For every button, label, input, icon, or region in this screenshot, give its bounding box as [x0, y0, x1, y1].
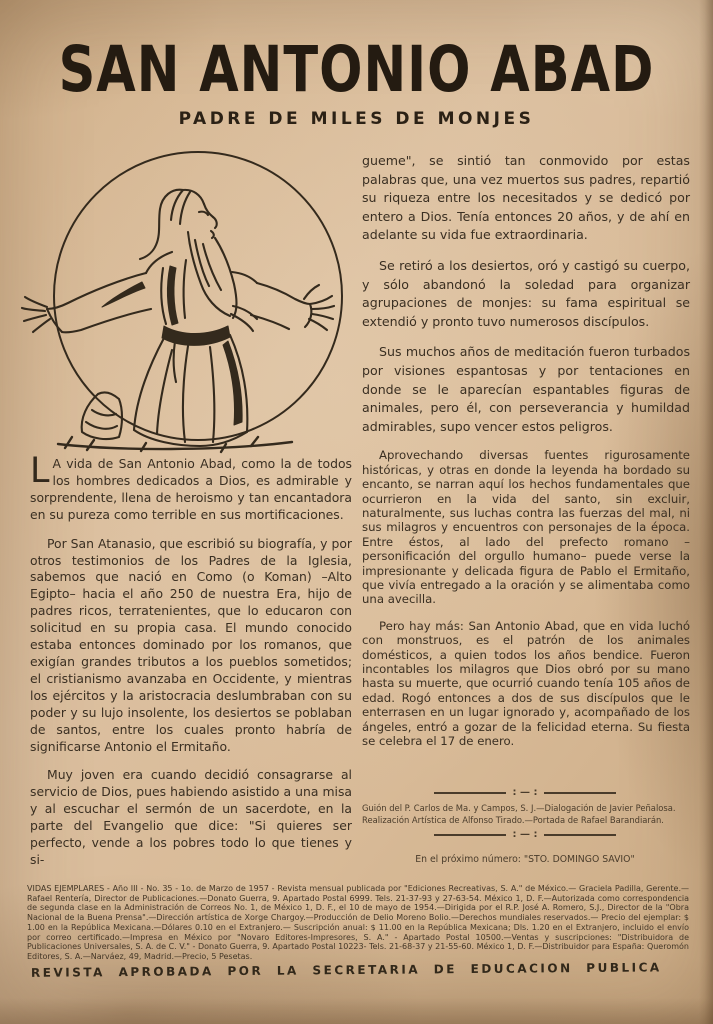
page-title: SAN ANTONIO ABAD — [58, 34, 655, 108]
paragraph — [30, 451, 352, 524]
paragraph: Aprovechando diversas fuentes rigurosamente históricas, y otras en donde la leyenda ha bordado su encanto, se narran aquí los hechos fundamentales que ocurrieron en la vida del santo, sin excluir, naturalmente, sus luchas contra las fuerzas del mal, ni sus milagros y encuentros con personajes de la época. Entre éstos, al lado del prefecto romano –personificación del orgullo humano– puede verse la impresionante y delicada figura de Pablo el Ermitaño, que vivía entregado a la oración y se alimentaba como una avecilla. — [362, 448, 690, 607]
paragraph-text: A vida de San Antonio Abad, como la de todos los hombres dedicados a Dios, es admirable y sorprendente, llena de heroismo y tan encantadora en su pureza como terrible en sus mortificaciones. — [30, 456, 352, 522]
divider-glyphs: : — : — [512, 787, 538, 798]
article-column-left — [30, 451, 352, 881]
page-subtitle: PADRE DE MILES DE MONJES — [178, 109, 535, 129]
divider-rule — [434, 792, 506, 794]
next-issue-announcement: En el próximo número: "STO. DOMINGO SAVIO" — [415, 854, 635, 865]
divider-glyphs: : — : — [512, 829, 538, 840]
paragraph: gueme", se sintió tan conmovido por estas palabras que, una vez muertos sus padres, repartió su riqueza entre los necesitados y se dedicó por entero a Dios. Tenía entonces 20 años, y de ahí en adelante su vida fue extraordinaria. — [362, 153, 690, 243]
article-column-right — [362, 152, 690, 760]
divider-rule — [434, 834, 506, 836]
divider-bottom — [360, 829, 690, 840]
saint-illustration — [20, 142, 356, 464]
divider-top — [360, 787, 690, 798]
education-approval-line: REVISTA APROBADA POR LA SECRETARIA DE EDUCACION PUBLICA — [30, 960, 662, 980]
kneeling-saint-figure — [22, 190, 334, 446]
credits-line-1: Guión del P. Carlos de Ma. y Campos, S. J.—Dialogación de Javier Peñalosa. — [362, 803, 676, 813]
paragraph: Sus muchos años de meditación fueron turbados por visiones espantosas y por tentaciones en donde se le aparecían espantables figuras de animales, pero él, con perseverancia y humildad admirables, supo vencer estos peligros. — [362, 344, 690, 434]
credits-line-2: Realización Artística de Alfonso Tirado.—Portada de Rafael Barandiarán. — [362, 814, 664, 825]
divider-rule — [544, 792, 616, 794]
drop-cap: L — [30, 451, 50, 491]
kneeling-saint-drawing — [20, 142, 356, 464]
paragraph: Muy joven era cuando decidió consagrarse al servicio de Dios, pues habiendo asistido a una misa y al escuchar el sermón de un sacerdote, en la parte del Evangelio que dice: "Si quieres ser perfecto, vende a los pobres todo lo que tienes y si- — [30, 767, 352, 867]
credits-block — [360, 784, 690, 865]
publication-masthead: VIDAS EJEMPLARES - Año III - No. 35 - 1o. de Marzo de 1957 - Revista mensual publicada por "Ediciones Recreativas, S. A." de México.— Graciela Padilla, Gerente.—Rafael Rentería, Director de Publicaciones.—Donato Guerra, 9. Apartado Postal 6999. Tels. 21-37-93 y 27-63-54. México 1, D. F.—Autorizada como correspondencia de segunda clase en la Administración de Correos No. 1, de México 1, D. F., el 10 de mayo de 1954.—Dirigida por el R.P. José A. Romero, S.J., Director de la "Obra Nacional de la Buena Prensa".—Dirección artística de Xorge Chargoy.—Producción de Delio Moreno Bolio.—Derechos mundiales reservados.— Precio del ejemplar: $ 1.00 en la República Mexicana.—Dólares 0.10 en el Extranjero.— Suscripción anual: $ 11.00 en la República Mexicana; Dls. 1.20 en el Extranjero, incluido el envío por correo certificado.—Impresa en México por "Novaro Editores-Impresores, S. A." - Apartado Postal 10500.—Ventas y suscripciones: "Distribuidora de Publicaciones Universales, S. A. de C. V." - Donato Guerra, 9. Apartado Postal 10223- Tels. 21-68-37 y 21-55-60. México 1, D. F.—Distribuidor para España: Queromón Editores, S. A.—Narváez, 49, Madrid.—Precio, 5 Pesetas. — [27, 884, 689, 961]
paragraph: Se retiró a los desiertos, oró y castigó su cuerpo, y sólo abandonó la soledad para organizar agrupaciones de monjes: su fama espiritual se extendió y pronto tuvo numerosos discípulos. — [362, 257, 690, 329]
paragraph: Por San Atanasio, que escribió su biografía, y por otros testimonios de los Padres de la Iglesia, sabemos que nació en Como (o Koman) –Alto Egipto– hacia el año 250 de nuestra Era, hijo de padres ricos, terratenientes, que lo educaron con solicitud en su propia casa. El mundo conocido estaba entonces dominado por los romanos, que exigían grandes tributos a los pueblos sometidos; el cristianismo avanzaba en Occidente, y mientras los ejércitos y la aristocracia deslumbraban con su poder y su lujo insolente, los desiertos se poblaban de santos, entre los cuales pronto habría de significarse Antonio el Ermitaño. — [30, 535, 352, 754]
divider-rule — [544, 834, 616, 836]
paragraph: Pero hay más: San Antonio Abad, que en vida luchó con monstruos, es el patrón de los animales domésticos, a quien todos los años bendice. Fueron incontables los milagros que Dios obró por su mano hasta su muerte, que ocurrió cuando tenía 105 años de edad. Rogó entonces a dos de sus discípulos que le enterrasen en un lugar ignorado y, acompañado de los ángeles, entró a gozar de la felicidad eterna. Su fiesta se celebra el 17 de enero. — [362, 618, 690, 749]
